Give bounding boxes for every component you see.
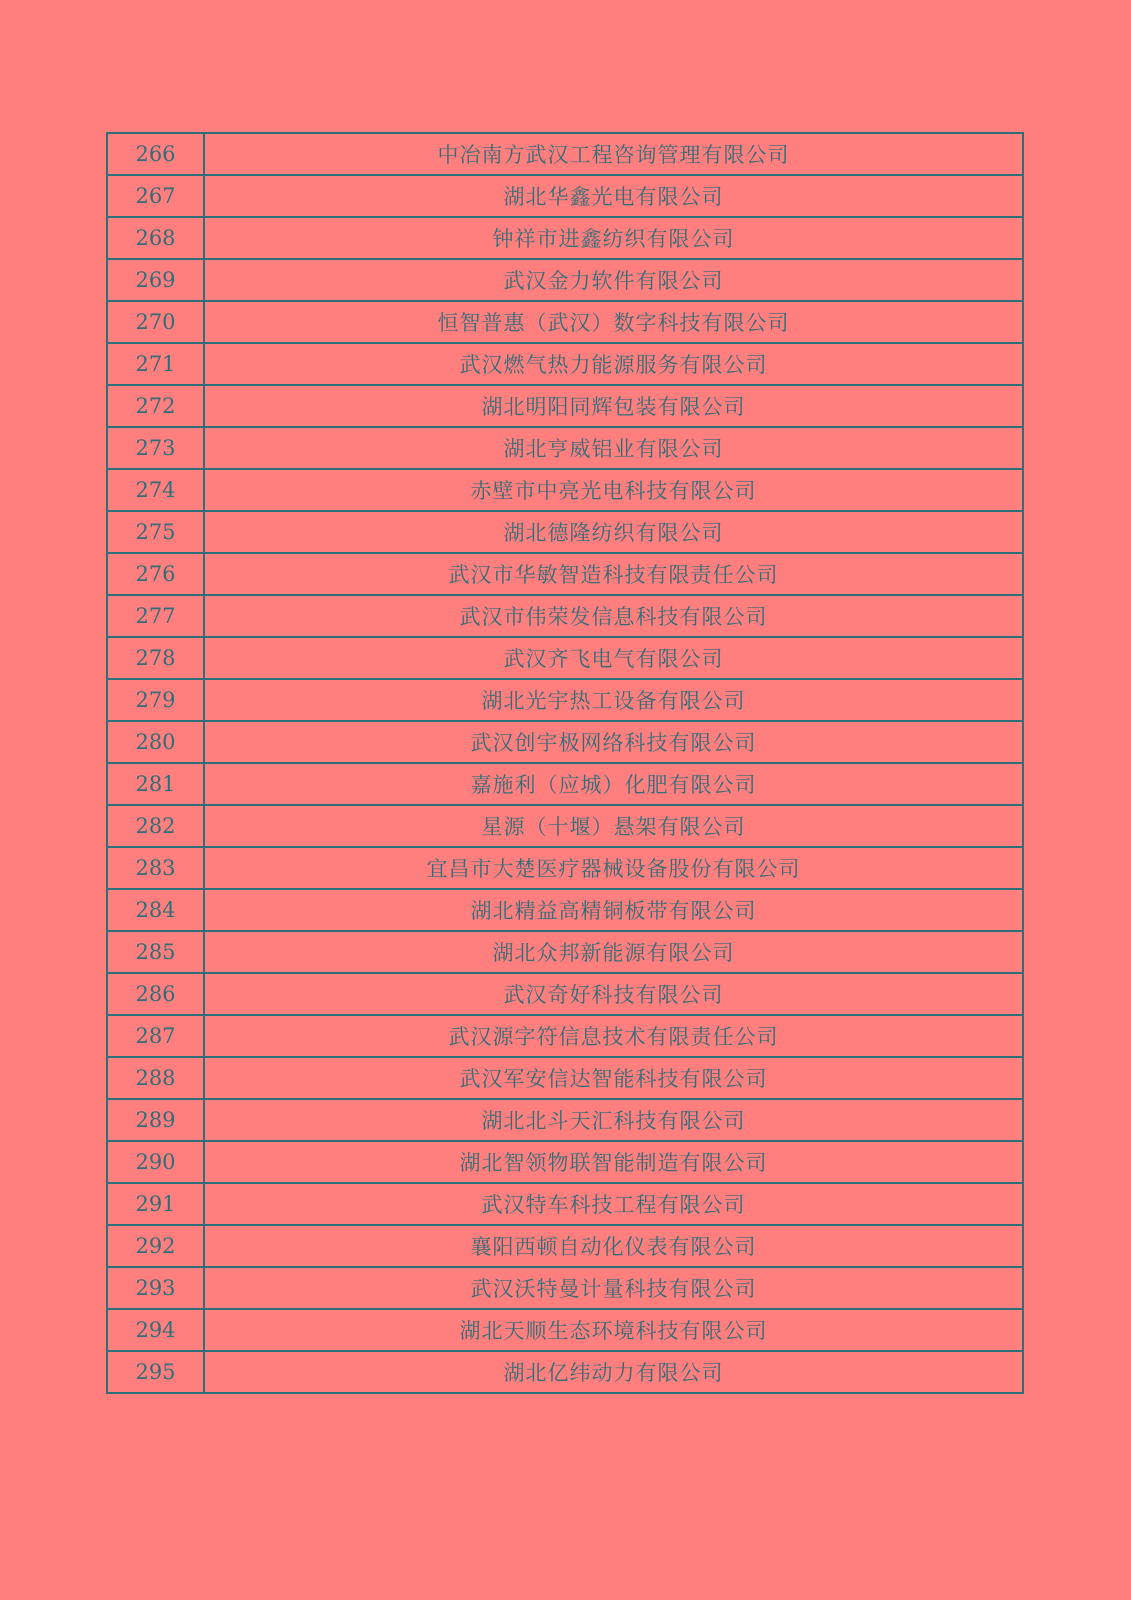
row-number: 282 [107, 805, 204, 847]
table-row [107, 217, 1023, 259]
company-name: 钟祥市进鑫纺织有限公司 [204, 217, 1023, 259]
table-row [107, 637, 1023, 679]
company-name: 湖北天顺生态环境科技有限公司 [204, 1309, 1023, 1351]
company-name: 恒智普惠（武汉）数字科技有限公司 [204, 301, 1023, 343]
row-number: 272 [107, 385, 204, 427]
table-row [107, 805, 1023, 847]
row-number: 286 [107, 973, 204, 1015]
company-name: 武汉特车科技工程有限公司 [204, 1183, 1023, 1225]
row-number: 294 [107, 1309, 204, 1351]
row-number: 292 [107, 1225, 204, 1267]
row-number: 285 [107, 931, 204, 973]
table-row [107, 721, 1023, 763]
company-name: 武汉齐飞电气有限公司 [204, 637, 1023, 679]
row-number: 295 [107, 1351, 204, 1393]
company-name: 武汉奇好科技有限公司 [204, 973, 1023, 1015]
company-list-table [106, 132, 1024, 1394]
table-row [107, 553, 1023, 595]
table-row [107, 1267, 1023, 1309]
row-number: 291 [107, 1183, 204, 1225]
row-number: 271 [107, 343, 204, 385]
row-number: 278 [107, 637, 204, 679]
company-name: 赤壁市中亮光电科技有限公司 [204, 469, 1023, 511]
company-name: 湖北众邦新能源有限公司 [204, 931, 1023, 973]
table-row [107, 469, 1023, 511]
row-number: 275 [107, 511, 204, 553]
row-number: 277 [107, 595, 204, 637]
table-row [107, 1351, 1023, 1393]
table-row [107, 847, 1023, 889]
company-name: 湖北亨威铝业有限公司 [204, 427, 1023, 469]
table-row [107, 343, 1023, 385]
row-number: 281 [107, 763, 204, 805]
row-number: 266 [107, 133, 204, 175]
table-row [107, 385, 1023, 427]
table-row [107, 259, 1023, 301]
table-row [107, 763, 1023, 805]
company-name: 武汉燃气热力能源服务有限公司 [204, 343, 1023, 385]
table-row [107, 1183, 1023, 1225]
company-name: 湖北明阳同辉包装有限公司 [204, 385, 1023, 427]
table-row [107, 1099, 1023, 1141]
company-name: 湖北智领物联智能制造有限公司 [204, 1141, 1023, 1183]
table-row [107, 1015, 1023, 1057]
company-name: 宜昌市大楚医疗器械设备股份有限公司 [204, 847, 1023, 889]
company-name: 湖北光宇热工设备有限公司 [204, 679, 1023, 721]
company-name: 武汉军安信达智能科技有限公司 [204, 1057, 1023, 1099]
company-list-body [107, 133, 1023, 1393]
table-row [107, 679, 1023, 721]
company-name: 湖北华鑫光电有限公司 [204, 175, 1023, 217]
company-name: 武汉沃特曼计量科技有限公司 [204, 1267, 1023, 1309]
company-name: 嘉施利（应城）化肥有限公司 [204, 763, 1023, 805]
company-name: 星源（十堰）悬架有限公司 [204, 805, 1023, 847]
table-row [107, 175, 1023, 217]
company-name: 湖北北斗天汇科技有限公司 [204, 1099, 1023, 1141]
row-number: 288 [107, 1057, 204, 1099]
company-name: 武汉金力软件有限公司 [204, 259, 1023, 301]
table-row [107, 511, 1023, 553]
company-name: 中冶南方武汉工程咨询管理有限公司 [204, 133, 1023, 175]
row-number: 280 [107, 721, 204, 763]
company-name: 襄阳西顿自动化仪表有限公司 [204, 1225, 1023, 1267]
table-row [107, 133, 1023, 175]
row-number: 289 [107, 1099, 204, 1141]
row-number: 269 [107, 259, 204, 301]
table-row [107, 427, 1023, 469]
row-number: 287 [107, 1015, 204, 1057]
company-name: 武汉创宇极网络科技有限公司 [204, 721, 1023, 763]
row-number: 276 [107, 553, 204, 595]
company-name: 湖北亿纬动力有限公司 [204, 1351, 1023, 1393]
table-row [107, 973, 1023, 1015]
table-row [107, 1141, 1023, 1183]
company-name: 武汉市华敏智造科技有限责任公司 [204, 553, 1023, 595]
table-row [107, 1225, 1023, 1267]
row-number: 268 [107, 217, 204, 259]
table-row [107, 301, 1023, 343]
company-name: 湖北精益高精铜板带有限公司 [204, 889, 1023, 931]
row-number: 274 [107, 469, 204, 511]
row-number: 273 [107, 427, 204, 469]
table-row [107, 889, 1023, 931]
row-number: 290 [107, 1141, 204, 1183]
row-number: 284 [107, 889, 204, 931]
table-row [107, 1057, 1023, 1099]
company-name: 武汉市伟荣发信息科技有限公司 [204, 595, 1023, 637]
row-number: 270 [107, 301, 204, 343]
row-number: 283 [107, 847, 204, 889]
row-number: 267 [107, 175, 204, 217]
table-row [107, 1309, 1023, 1351]
company-name: 湖北德隆纺织有限公司 [204, 511, 1023, 553]
table-row [107, 931, 1023, 973]
row-number: 293 [107, 1267, 204, 1309]
company-name: 武汉源字符信息技术有限责任公司 [204, 1015, 1023, 1057]
table-row [107, 595, 1023, 637]
row-number: 279 [107, 679, 204, 721]
